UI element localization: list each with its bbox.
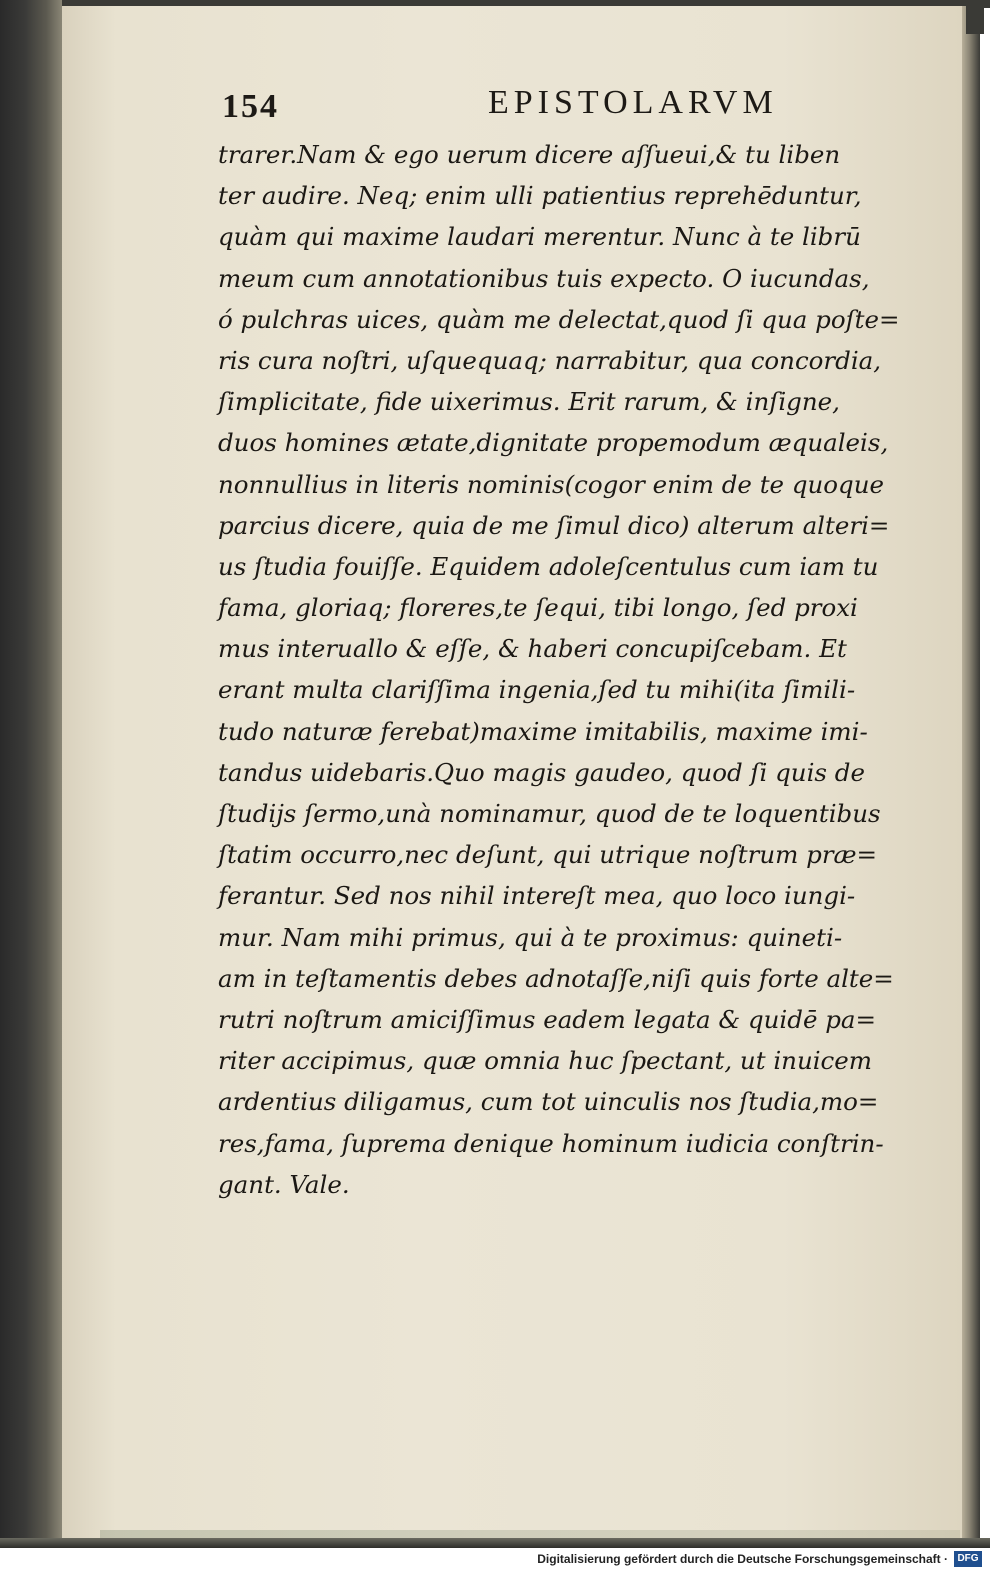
text-line: ardentius diligamus, cum tot uinculis nos ſtudia,mo= (218, 1087, 879, 1117)
text-line: am in teſtamentis debes adnotaſſe,niſi quis forte alte= (218, 963, 894, 993)
text-line: mus interuallo & eſſe, & haberi concupiſcebam. Et (218, 634, 847, 664)
digitization-credit: Digitalisierung gefördert durch die Deutsche Forschungsgemeinschaft · (537, 1552, 948, 1566)
text-line: ſtudijs ſermo,unà nominamur, quod de te loquentibus (218, 799, 881, 828)
page-number: 154 (222, 88, 279, 125)
text-line: tudo naturæ ferebat)maxime imitabilis, maxime imi- (218, 716, 868, 746)
text-line: rutri noſtrum amiciſſimus eadem legata & quidē pa= (218, 1004, 877, 1034)
dfg-logo: DFG (954, 1551, 982, 1567)
text-line: ferantur. Sed nos nihil intereſt mea, quo loco iungi- (218, 881, 856, 911)
text-line: quàm qui maxime laudari merentur. Nunc à te librū (218, 222, 861, 252)
scan-bottom-edge (0, 1538, 990, 1548)
text-line: us ſtudia fouiſſe. Equidem adoleſcentulus cum iam tu (218, 551, 879, 581)
text-line: ter audire. Neq; enim ulli patientius reprehēduntur, (218, 181, 862, 211)
text-line: fama, gloriaq; floreres,te ſequi, tibi longo, ſed proxi (218, 593, 858, 623)
scan-right-tab (966, 6, 984, 34)
text-line: gant. Vale. (218, 1169, 350, 1199)
text-line: ſtatim occurro,nec deſunt, qui utrique noſtrum præ= (218, 840, 878, 870)
text-line: ris cura noſtri, uſquequaq; narrabitur, qua concordia, (218, 345, 882, 375)
text-line: parcius dicere, quia de me ſimul dico) alterum alteri= (218, 510, 890, 540)
text-line: riter accipimus, quæ omnia huc ſpectant, ut inuicem (218, 1046, 873, 1076)
text-line: mur. Nam mihi primus, qui à te proximus: quineti- (218, 922, 843, 952)
text-line: duos homines ætate,dignitate propemodum æqualeis, (218, 428, 889, 458)
running-title: EPISTOLARVM (488, 84, 778, 121)
text-line: nonnullius in literis nominis(cogor enim de te quoque (218, 469, 884, 499)
text-line: ó pulchras uices, quàm me delectat,quod ſi qua poſte= (218, 304, 900, 334)
scan-left-gutter (0, 0, 62, 1545)
page-bottom-shadow (100, 1530, 960, 1538)
text-line: tandus uidebaris.Quo magis gaudeo, quod ſi quis de (218, 757, 865, 787)
text-line: meum cum annotationibus tuis expecto. O iucundas, (218, 263, 870, 293)
text-line: ſimplicitate, fide uixerimus. Erit rarum, & inſigne, (218, 387, 840, 417)
text-line: trarer.Nam & ego uerum dicere aſſueui,& tu liben (218, 140, 841, 169)
scan-right-edge (962, 6, 980, 1541)
text-line: erant multa clariſſima ingenia,ſed tu mihi(ita ſimili- (218, 675, 856, 705)
body-text (218, 134, 938, 1205)
text-line: res,fama, ſuprema denique hominum iudicia conſtrin- (218, 1128, 884, 1158)
